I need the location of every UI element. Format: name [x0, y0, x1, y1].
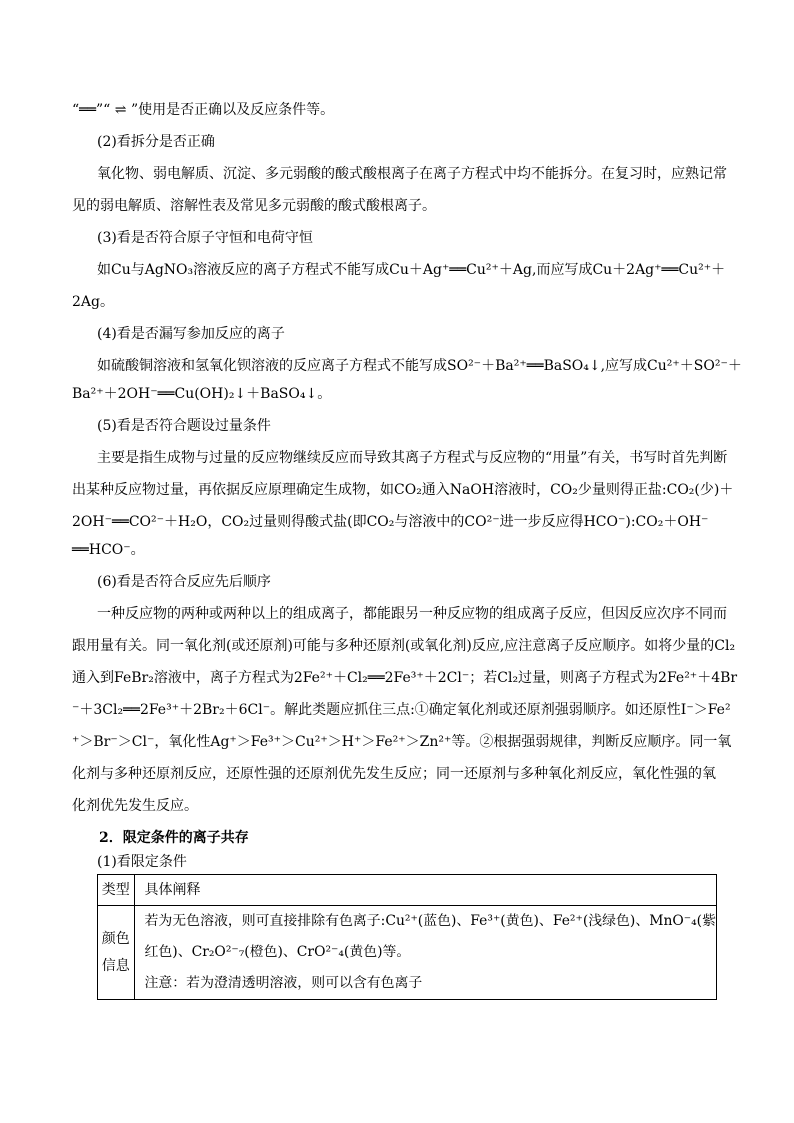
subheading: (3)看是否符合原子守恒和电荷守恒: [97, 230, 313, 246]
detail-note: 注意：若为澄清透明溶液，则可以含有色离子: [144, 975, 423, 991]
text-line: 一种反应物的两种或两种以上的组成离子，都能跟另一种反应物的组成离子反应，但因反应次序不同而: [97, 606, 727, 622]
detail-line: 若为无色溶液，则可直接排除有色离子:Cu²⁺(蓝色)、Fe³⁺(黄色)、Fe²⁺(浅绿色)、MnO⁻₄(紫: [144, 913, 716, 929]
text-line: 化剂优先发生反应。: [72, 798, 198, 814]
text-line: Ba²⁺＋2OH⁻══Cu(OH)₂↓＋BaSO₄↓。: [72, 386, 332, 402]
text-line: 主要是指生成物与过量的反应物继续反应而导致其离子方程式与反应物的“用量”有关，书写时首先判断: [97, 450, 728, 466]
row-type-line: 颜色: [101, 930, 130, 947]
row-type-line: 信息: [101, 957, 130, 974]
header-detail: 具体阐释: [134, 875, 717, 906]
text-line: 跟用量有关。同一氧化剂(或还原剂)可能与多种还原剂(或氧化剂)反应,应注意离子反应顺序。如将少量的Cl₂: [72, 638, 736, 654]
table-row: [98, 906, 717, 1000]
row-detail-cell: [134, 906, 717, 1000]
text-line: 氧化物、弱电解质、沉淀、多元弱酸的酸式酸根离子在离子方程式中均不能拆分。在复习时，应熟记常: [97, 166, 727, 182]
conditions-table: [97, 874, 717, 1000]
text-line: 2OH⁻══CO²⁻＋H₂O，CO₂过量则得酸式盐(即CO₂与溶液中的CO²⁻进一步反应得HCO⁻):CO₂＋OH⁻: [72, 514, 709, 530]
header-type: 类型: [98, 875, 135, 906]
subheading: (6)看是否符合反应先后顺序: [97, 574, 271, 590]
subheading: (2)看拆分是否正确: [97, 134, 215, 150]
text-line: 如Cu与AgNO₃溶液反应的离子方程式不能写成Cu＋Ag⁺══Cu²⁺＋Ag,而应写成Cu＋2Ag⁺══Cu²⁺＋: [97, 262, 726, 278]
text-line: 2Ag。: [72, 294, 114, 310]
subheading: (5)看是否符合题设过量条件: [97, 418, 271, 434]
text-line: 出某种反应物过量，再依据反应原理确定生成物，如CO₂通入NaOH溶液时，CO₂少量则得正盐:CO₂(少)＋: [72, 482, 734, 498]
table-caption: (1)看限定条件: [97, 854, 187, 870]
text-line: “══”“ ⇌ ”使用是否正确以及反应条件等。: [72, 102, 335, 118]
text-line: 见的弱电解质、溶解性表及常见多元弱酸的酸式酸根离子。: [72, 198, 436, 214]
text-line: ══HCO⁻。: [72, 542, 145, 558]
subheading: (4)看是否漏写参加反应的离子: [97, 326, 285, 342]
table-header-row: [98, 875, 717, 906]
text-line: 如硫酸铜溶液和氢氧化钡溶液的反应离子方程式不能写成SO²⁻＋Ba²⁺══BaSO₄↓,应写成Cu²⁺＋SO²⁻＋: [97, 358, 742, 374]
text-line: ⁺＞Br⁻＞Cl⁻，氧化性Ag⁺＞Fe³⁺＞Cu²⁺＞H⁺＞Fe²⁺＞Zn²⁺等。②根据强弱规律，判断反应顺序。同一氧: [72, 734, 732, 750]
detail-line: 红色)、Cr₂O²⁻₇(橙色)、CrO²⁻₄(黄色)等。: [144, 944, 411, 960]
text-line: 通入到FeBr₂溶液中，离子方程式为2Fe²⁺＋Cl₂══2Fe³⁺＋2Cl⁻；若Cl₂过量，则离子方程式为2Fe²⁺＋4Br: [72, 670, 738, 686]
text-line: ⁻＋3Cl₂══2Fe³⁺＋2Br₂＋6Cl⁻。解此类题应抓住三点:①确定氧化剂或还原剂强弱顺序。如还原性I⁻＞Fe²: [72, 702, 731, 718]
row-type-cell: [98, 906, 135, 1000]
section-heading: 2．限定条件的离子共存: [99, 830, 249, 846]
text-line: 化剂与多种还原剂反应，还原性强的还原剂优先发生反应；同一还原剂与多种氧化剂反应，氧化性强的氧: [72, 766, 716, 782]
